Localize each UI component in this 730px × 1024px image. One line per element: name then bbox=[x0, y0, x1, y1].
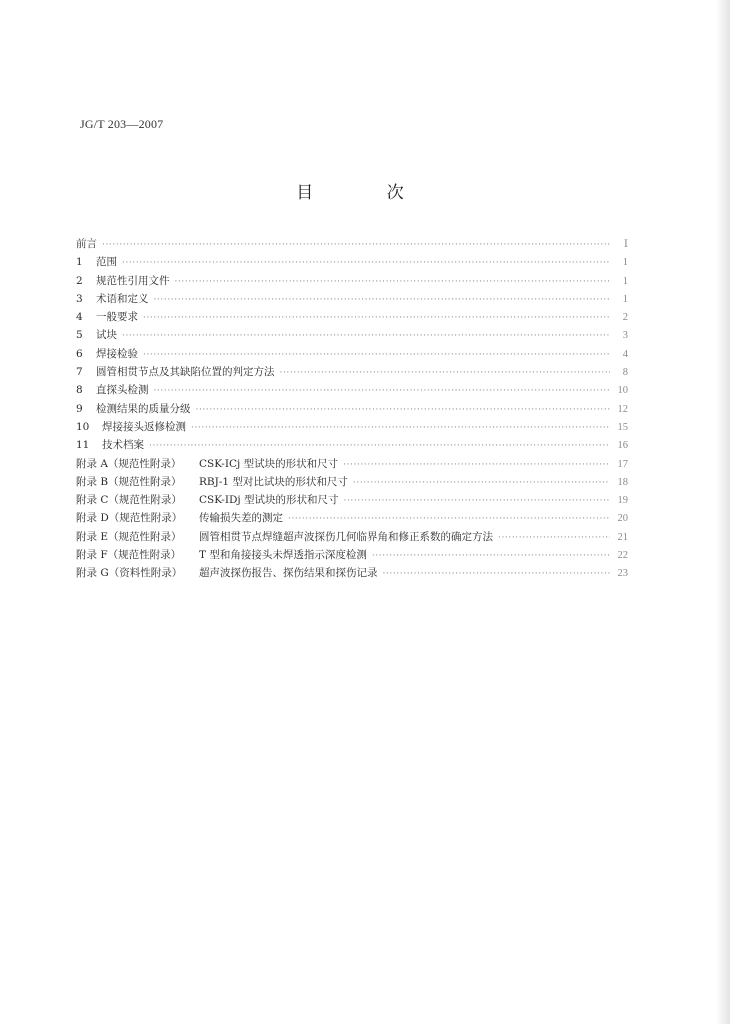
toc-appendix-number: 附录 B（规范性附录） bbox=[76, 475, 182, 488]
toc-page-number: 16 bbox=[617, 440, 628, 452]
toc-entry-section-5[interactable] bbox=[76, 326, 628, 344]
toc-leader bbox=[280, 364, 611, 382]
toc-leader bbox=[122, 327, 610, 345]
toc-leader bbox=[498, 529, 610, 547]
toc-section-number: 4 bbox=[76, 311, 83, 324]
toc-entry-appendix-b[interactable] bbox=[76, 473, 628, 491]
toc-appendix-number: 附录 D（规范性附录） bbox=[76, 512, 183, 525]
toc-page-number: 4 bbox=[622, 348, 628, 360]
toc-entry-section-6[interactable] bbox=[76, 345, 628, 363]
toc-appendix-number: 附录 F（规范性附录） bbox=[76, 549, 182, 562]
toc-page-number: 15 bbox=[617, 421, 628, 433]
toc-label: 附录 G（资料性附录） 超声波探伤报告、探伤结果和探伤记录 bbox=[76, 564, 378, 582]
toc-leader bbox=[353, 474, 610, 492]
toc-label: 9 检测结果的质量分级 bbox=[76, 400, 191, 418]
toc-page-number: 1 bbox=[622, 257, 628, 269]
toc-page-number: 12 bbox=[617, 403, 628, 415]
toc-entry-appendix-f[interactable] bbox=[76, 546, 628, 564]
toc-label: 6 焊接检验 bbox=[76, 345, 138, 363]
table-of-contents bbox=[76, 235, 628, 583]
toc-leader bbox=[149, 437, 610, 455]
toc-entry-appendix-g[interactable] bbox=[76, 564, 628, 582]
toc-leader bbox=[154, 291, 611, 309]
toc-leader bbox=[102, 236, 610, 254]
toc-leader bbox=[196, 401, 611, 419]
toc-label: 4 一般要求 bbox=[76, 308, 138, 326]
toc-leader bbox=[344, 492, 610, 510]
toc-entry-appendix-a[interactable] bbox=[76, 455, 628, 473]
toc-page-number: 22 bbox=[617, 550, 628, 562]
toc-entry-section-7[interactable] bbox=[76, 363, 628, 381]
toc-leader bbox=[154, 382, 611, 400]
toc-label: 附录 F（规范性附录） T 型和角接接头未焊透指示深度检测 bbox=[76, 546, 367, 564]
toc-leader bbox=[143, 346, 610, 364]
toc-page-number: 8 bbox=[622, 367, 628, 379]
toc-section-number: 10 bbox=[76, 420, 90, 433]
toc-label: 前言 bbox=[76, 238, 97, 250]
toc-section-number: 6 bbox=[76, 347, 83, 360]
toc-entry-section-8[interactable] bbox=[76, 381, 628, 399]
toc-appendix-number: 附录 A（规范性附录） bbox=[76, 457, 182, 470]
toc-page-number: 2 bbox=[622, 312, 628, 324]
toc-page-number: 18 bbox=[617, 476, 628, 488]
toc-page-number: 20 bbox=[617, 513, 628, 525]
toc-appendix-number: 附录 G（资料性附录） bbox=[76, 567, 183, 580]
page-title: 目 次 bbox=[296, 183, 438, 203]
toc-entry-section-11[interactable] bbox=[76, 436, 628, 454]
page-edge-shadow bbox=[716, 0, 730, 1024]
toc-section-number: 8 bbox=[76, 384, 83, 397]
toc-entry-section-3[interactable] bbox=[76, 290, 628, 308]
toc-page-number: 1 bbox=[622, 293, 628, 305]
toc-label: 7 圆管相贯节点及其缺陷位置的判定方法 bbox=[76, 363, 275, 381]
toc-entry-section-10[interactable] bbox=[76, 418, 628, 436]
toc-section-number: 7 bbox=[76, 366, 83, 379]
toc-leader bbox=[143, 309, 610, 327]
toc-leader bbox=[191, 419, 610, 437]
toc-appendix-number: 附录 E（规范性附录） bbox=[76, 530, 182, 543]
toc-entry-appendix-e[interactable] bbox=[76, 528, 628, 546]
toc-leader bbox=[383, 565, 611, 583]
toc-entry-section-2[interactable] bbox=[76, 272, 628, 290]
toc-appendix-number: 附录 C（规范性附录） bbox=[76, 494, 182, 507]
toc-page-number: Ⅰ bbox=[623, 239, 628, 250]
toc-label: 3 术语和定义 bbox=[76, 290, 149, 308]
toc-entry-section-4[interactable] bbox=[76, 308, 628, 326]
toc-section-number: 3 bbox=[76, 292, 83, 305]
toc-leader bbox=[372, 547, 610, 565]
toc-label: 1 范围 bbox=[76, 253, 117, 271]
toc-label: 附录 A（规范性附录） CSK-ⅠCj 型试块的形状和尺寸 bbox=[76, 455, 338, 473]
toc-page-number: 17 bbox=[617, 458, 628, 470]
toc-leader bbox=[343, 456, 610, 474]
document-code: JG/T 203—2007 bbox=[80, 117, 164, 131]
toc-section-number: 2 bbox=[76, 274, 83, 287]
toc-label: 附录 E（规范性附录） 圆管相贯节点焊缝超声波探伤几何临界角和修正系数的确定方法 bbox=[76, 528, 493, 546]
toc-section-number: 9 bbox=[76, 402, 83, 415]
toc-leader bbox=[288, 510, 610, 528]
toc-page-number: 3 bbox=[622, 330, 628, 342]
toc-label: 附录 C（规范性附录） CSK-ⅠDj 型试块的形状和尺寸 bbox=[76, 491, 339, 509]
toc-page-number: 23 bbox=[617, 568, 628, 580]
toc-page-number: 21 bbox=[617, 531, 628, 543]
toc-label: 2 规范性引用文件 bbox=[76, 272, 170, 290]
toc-section-number: 1 bbox=[76, 256, 83, 269]
toc-entry-appendix-d[interactable] bbox=[76, 509, 628, 527]
toc-label: 10 焊接接头返修检测 bbox=[76, 418, 186, 436]
toc-label: 附录 B（规范性附录） RBJ-1 型对比试块的形状和尺寸 bbox=[76, 473, 348, 491]
toc-page-number: 10 bbox=[617, 385, 628, 397]
toc-page-number: 1 bbox=[622, 275, 628, 287]
toc-label: 5 试块 bbox=[76, 326, 117, 344]
toc-section-number: 11 bbox=[76, 439, 90, 452]
toc-leader bbox=[122, 254, 610, 272]
toc-entry-appendix-c[interactable] bbox=[76, 491, 628, 509]
toc-entry-section-1[interactable] bbox=[76, 253, 628, 271]
toc-section-number: 5 bbox=[76, 329, 83, 342]
toc-label: 8 直探头检测 bbox=[76, 381, 149, 399]
toc-entry-section-9[interactable] bbox=[76, 400, 628, 418]
toc-page-number: 19 bbox=[617, 495, 628, 507]
toc-label: 11 技术档案 bbox=[76, 436, 144, 454]
toc-entry-foreword[interactable] bbox=[76, 235, 628, 253]
toc-leader bbox=[175, 273, 611, 291]
toc-label: 附录 D（规范性附录） 传输损失差的测定 bbox=[76, 509, 283, 527]
